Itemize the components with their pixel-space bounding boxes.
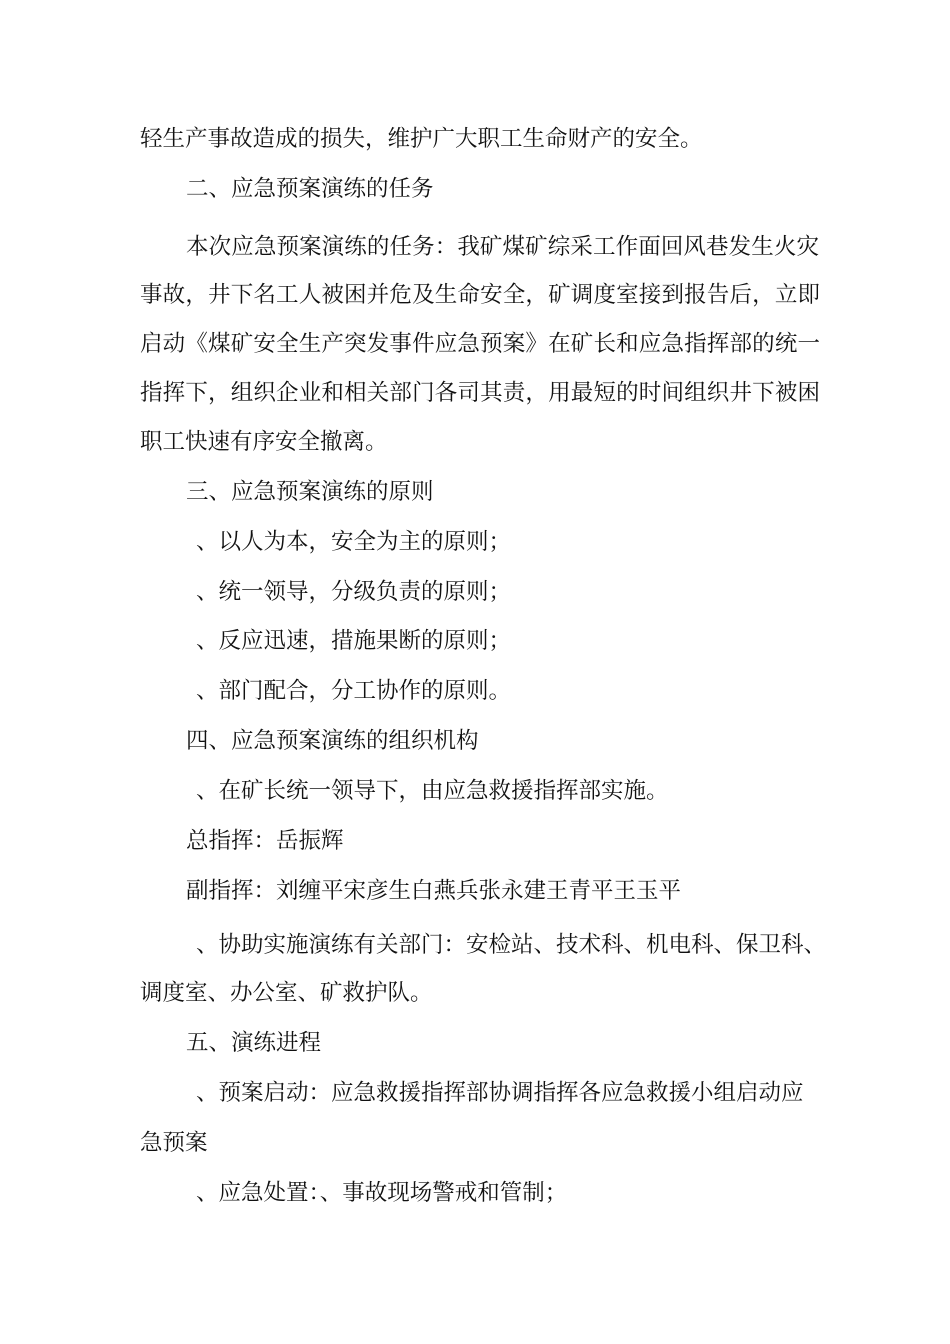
paragraph-line: 调度室、办公室、矿救护队。: [140, 980, 433, 1006]
section-heading: 三、应急预案演练的原则: [186, 479, 434, 505]
paragraph-line: 本次应急预案演练的任务：我矿煤矿综采工作面回风巷发生火灾: [186, 234, 819, 260]
paragraph-line: 指挥下，组织企业和相关部门各司其责，用最短的时间组织井下被困: [140, 380, 820, 406]
section-heading: 五、演练进程: [186, 1030, 322, 1056]
list-item: 、部门配合，分工协作的原则。: [196, 678, 512, 704]
section-heading: 二、应急预案演练的任务: [186, 176, 434, 202]
paragraph-line: 副指挥：刘缠平宋彦生白燕兵张永建王青平王玉平: [186, 878, 682, 904]
list-item: 、应急处置：、事故现场警戒和管制；: [196, 1180, 568, 1206]
list-item: 、以人为本，安全为主的原则；: [196, 529, 512, 555]
section-heading: 四、应急预案演练的组织机构: [186, 728, 479, 754]
list-item: 、反应迅速，措施果断的原则；: [196, 628, 512, 654]
list-item: 、在矿长统一领导下，由应急救援指挥部实施。: [196, 778, 669, 804]
list-item: 、预案启动：应急救援指挥部协调指挥各应急救援小组启动应: [196, 1080, 804, 1106]
paragraph-line: 轻生产事故造成的损失，维护广大职工生命财产的安全。: [140, 126, 703, 152]
list-item: 、统一领导，分级负责的原则；: [196, 579, 512, 605]
list-item: 、协助实施演练有关部门：安检站、技术科、机电科、保卫科、: [196, 932, 827, 958]
paragraph-line: 启动《煤矿安全生产突发事件应急预案》在矿长和应急指挥部的统一: [140, 331, 820, 357]
paragraph-line: 职工快速有序安全撤离。: [140, 429, 388, 455]
paragraph-line: 总指挥：岳振辉: [186, 828, 344, 854]
paragraph-line: 事故，井下名工人被困并危及生命安全，矿调度室接到报告后，立即: [140, 282, 820, 308]
paragraph-line: 急预案: [140, 1130, 208, 1156]
